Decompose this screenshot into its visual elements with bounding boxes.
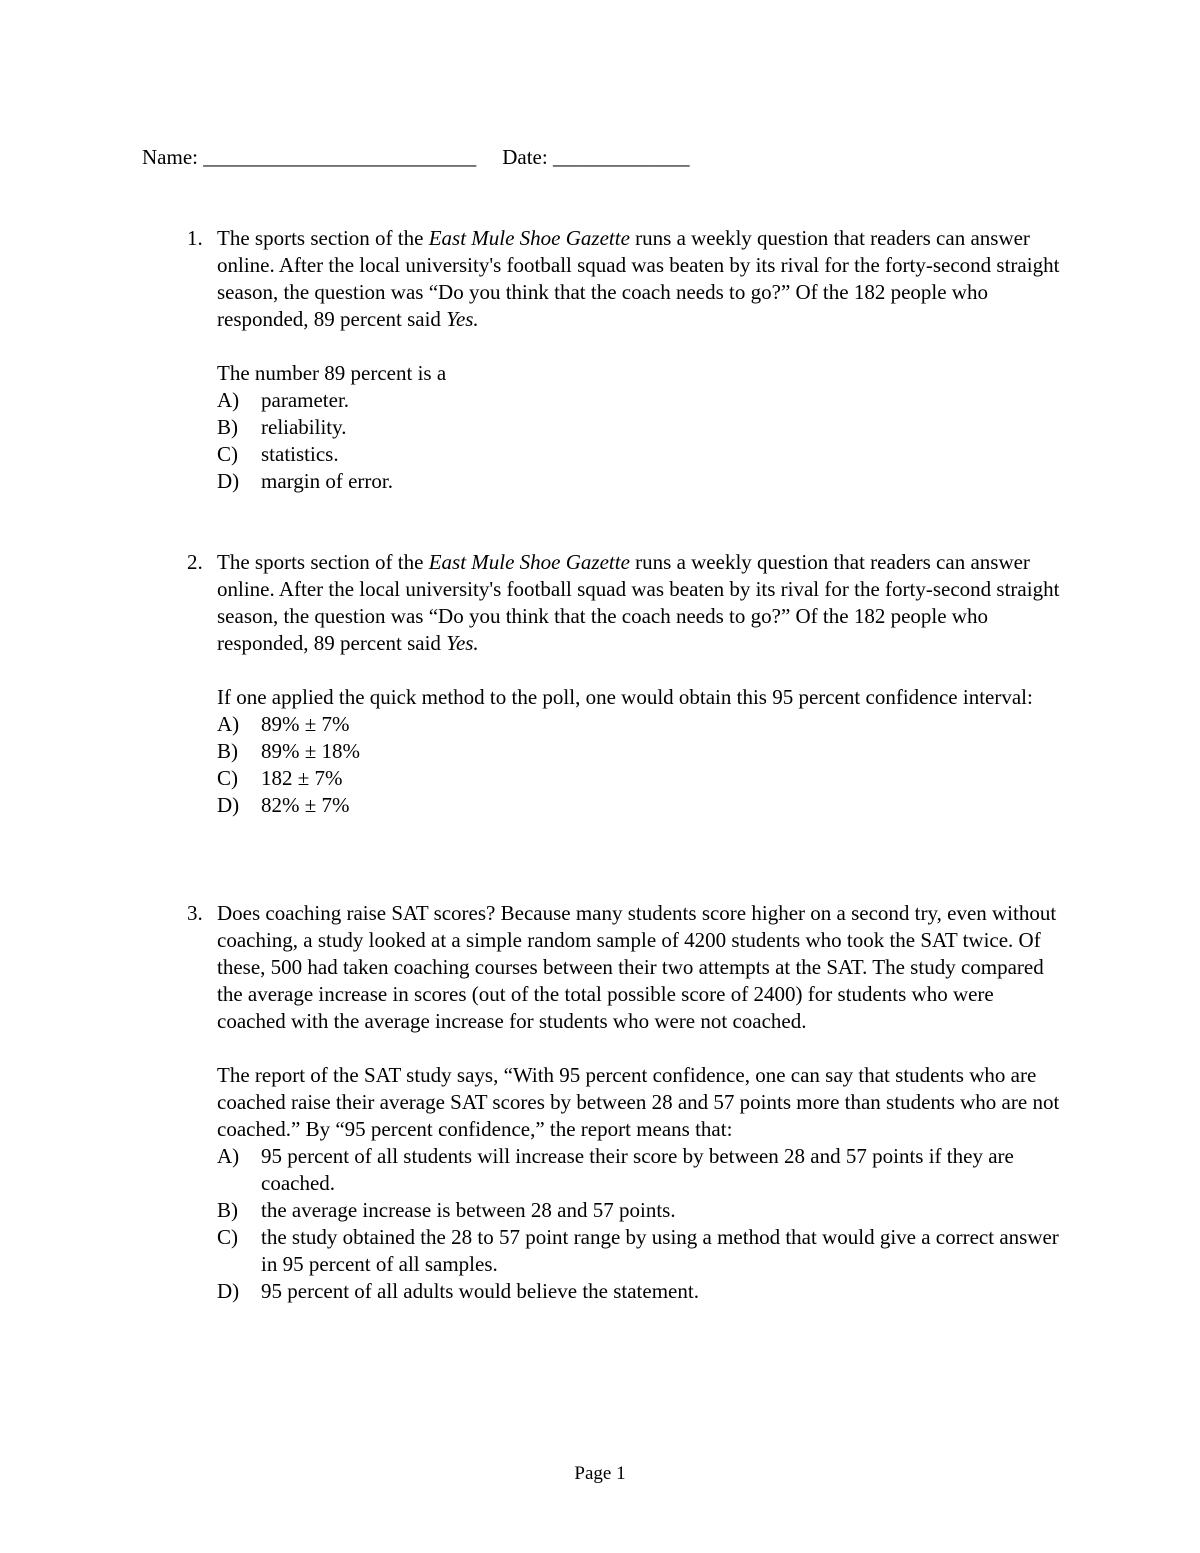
question-3 bbox=[187, 900, 1067, 1305]
answer-choices bbox=[217, 1143, 1067, 1305]
name-date-header bbox=[142, 144, 689, 171]
choice-a: A) parameter. bbox=[217, 388, 350, 412]
choice-b: B) the average increase is between 28 and 57 points. bbox=[217, 1198, 676, 1222]
question-prompt: The number 89 percent is a bbox=[217, 361, 447, 385]
newspaper-title: East Mule Shoe Gazette bbox=[428, 550, 630, 574]
question-prompt: If one applied the quick method to the poll, one would obtain this 95 percent confidence interval: bbox=[217, 685, 1033, 709]
question-1 bbox=[187, 225, 1067, 495]
question-2 bbox=[187, 549, 1067, 819]
question-stem: Does coaching raise SAT scores? Because many students score higher on a second try, even without coaching, a study looked at a simple random sample of 4200 students who took the SAT twice. Of these, 500 had taken coaching courses between their two attempts at the SAT. The study compared the average increase in scores (out of the total possible score of 2400) for students who were coached with the average increase for students who were not coached. bbox=[217, 901, 1057, 1033]
name-field-label: Name: __________________________ bbox=[142, 145, 477, 169]
choice-c: C) statistics. bbox=[217, 442, 339, 466]
newspaper-title: East Mule Shoe Gazette bbox=[428, 226, 630, 250]
question-number: 2. bbox=[187, 550, 203, 574]
question-number: 1. bbox=[187, 226, 203, 250]
question-number: 3. bbox=[187, 901, 203, 925]
choice-d: D) 82% ± 7% bbox=[217, 793, 350, 817]
choice-c: C) the study obtained the 28 to 57 point range by using a method that would give a correct answer in 95 percent of all samples. bbox=[217, 1225, 1059, 1276]
choice-d: D) 95 percent of all adults would believe the statement. bbox=[217, 1279, 699, 1303]
answer-choices bbox=[217, 387, 1067, 495]
choice-d: D) margin of error. bbox=[217, 469, 393, 493]
choice-c: C) 182 ± 7% bbox=[217, 766, 343, 790]
date-field-label: Date: _____________ bbox=[502, 145, 690, 169]
question-stem: The sports section of the East Mule Shoe Gazette runs a weekly question that readers can answer online. After the local university's football squad was beaten by its rival for the forty-second straight season, the question was “Do you think that the coach needs to go?” Of the 182 people who responded, 89 percent said Yes. bbox=[217, 226, 1060, 331]
choice-b: B) reliability. bbox=[217, 415, 347, 439]
page-number: Page 1 bbox=[574, 1463, 626, 1484]
answer-choices bbox=[217, 711, 1067, 819]
choice-a: A) 89% ± 7% bbox=[217, 712, 350, 736]
question-stem: The sports section of the East Mule Shoe Gazette runs a weekly question that readers can answer online. After the local university's football squad was beaten by its rival for the forty-second straight season, the question was “Do you think that the coach needs to go?” Of the 182 people who responded, 89 percent said Yes. bbox=[217, 550, 1060, 655]
question-prompt: The report of the SAT study says, “With 95 percent confidence, one can say that students who are coached raise their average SAT scores by between 28 and 57 points more than students who are not coached.” By “95 percent confidence,” the report means that: bbox=[217, 1063, 1060, 1141]
page-footer bbox=[0, 1460, 1200, 1487]
choice-b: B) 89% ± 18% bbox=[217, 739, 361, 763]
choice-a: A) 95 percent of all students will increase their score by between 28 and 57 points if they are coached. bbox=[217, 1144, 1014, 1195]
